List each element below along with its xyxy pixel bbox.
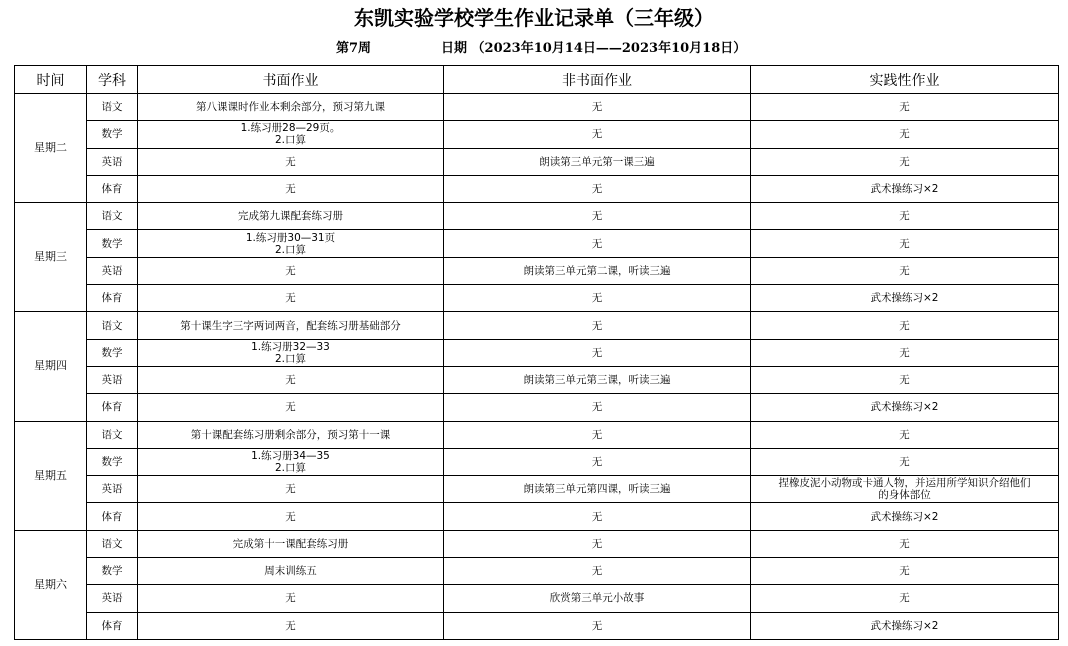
written-cell bbox=[138, 175, 444, 202]
subject-cell: 数学 bbox=[87, 558, 138, 585]
non-written-cell: 无 bbox=[444, 94, 751, 121]
day-cell: 星期二 bbox=[15, 94, 87, 203]
written-cell-line: 第八课课时作业本剩余部分，预习第九课 bbox=[196, 101, 385, 114]
practice-cell bbox=[751, 530, 1059, 557]
subject-cell: 数学 bbox=[87, 448, 138, 475]
non-written-cell: 无 bbox=[444, 612, 751, 639]
practice-cell bbox=[751, 312, 1059, 339]
written-cell-line: 2.口算 bbox=[274, 352, 307, 365]
non-written-cell: 朗读第三单元第四课，听读三遍 bbox=[444, 476, 751, 503]
practice-cell bbox=[751, 148, 1059, 175]
written-cell bbox=[138, 585, 444, 612]
written-cell bbox=[138, 312, 444, 339]
subject-cell: 英语 bbox=[87, 257, 138, 284]
practice-cell bbox=[751, 558, 1059, 585]
practice-cell-line: 无 bbox=[899, 374, 910, 387]
non-written-cell: 朗读第三单元第三课，听读三遍 bbox=[444, 366, 751, 393]
practice-cell bbox=[751, 121, 1059, 148]
table-row bbox=[15, 257, 1059, 284]
table-row bbox=[15, 394, 1059, 421]
written-cell bbox=[138, 203, 444, 230]
written-cell-line: 无 bbox=[285, 264, 296, 277]
written-cell-line: 无 bbox=[285, 155, 296, 168]
written-cell-line: 1.练习册28—29页。 bbox=[240, 122, 341, 135]
subject-cell: 语文 bbox=[87, 203, 138, 230]
practice-cell-line: 无 bbox=[899, 155, 910, 168]
written-cell-line: 第十课生字三字两词两音，配套练习册基础部分 bbox=[180, 319, 401, 332]
non-written-cell: 无 bbox=[444, 121, 751, 148]
table-row bbox=[15, 175, 1059, 202]
written-cell-line: 无 bbox=[285, 292, 296, 305]
practice-cell-line: 捏橡皮泥小动物或卡通人物，并运用所学知识介绍他们 bbox=[778, 477, 1031, 490]
written-cell-line: 无 bbox=[285, 510, 296, 523]
non-written-cell: 无 bbox=[444, 558, 751, 585]
subject-cell: 语文 bbox=[87, 421, 138, 448]
written-cell bbox=[138, 339, 444, 366]
written-cell bbox=[138, 530, 444, 557]
table-row bbox=[15, 421, 1059, 448]
header-subject: 学科 bbox=[87, 66, 138, 94]
table-row bbox=[15, 530, 1059, 557]
written-cell bbox=[138, 476, 444, 503]
date-range: 日期 （2023年10月14日——2023年10月18日） bbox=[441, 41, 747, 56]
written-cell-line: 2.口算 bbox=[274, 134, 307, 147]
practice-cell-line: 无 bbox=[899, 128, 910, 141]
practice-cell-line: 无 bbox=[899, 319, 910, 332]
practice-cell-line: 无 bbox=[899, 237, 910, 250]
day-cell: 星期五 bbox=[15, 421, 87, 530]
practice-cell-line: 无 bbox=[899, 264, 910, 277]
written-cell bbox=[138, 558, 444, 585]
non-written-cell: 无 bbox=[444, 448, 751, 475]
week-label: 第7周 bbox=[336, 41, 372, 56]
table-row bbox=[15, 203, 1059, 230]
practice-cell-line: 的身体部位 bbox=[878, 489, 931, 502]
non-written-cell: 无 bbox=[444, 203, 751, 230]
table-row bbox=[15, 285, 1059, 312]
subject-cell: 体育 bbox=[87, 285, 138, 312]
subject-cell: 语文 bbox=[87, 312, 138, 339]
written-cell bbox=[138, 503, 444, 530]
written-cell-line: 1.练习册30—31页 bbox=[245, 231, 336, 244]
written-cell-line: 第十课配套练习册剩余部分，预习第十一课 bbox=[190, 428, 391, 441]
table-row bbox=[15, 585, 1059, 612]
written-cell bbox=[138, 121, 444, 148]
header-non-written: 非书面作业 bbox=[444, 66, 751, 94]
practice-cell-line: 无 bbox=[899, 428, 910, 441]
practice-cell bbox=[751, 285, 1059, 312]
non-written-cell: 朗读第三单元第二课，听读三遍 bbox=[444, 257, 751, 284]
day-cell: 星期三 bbox=[15, 203, 87, 312]
table-row bbox=[15, 503, 1059, 530]
written-cell bbox=[138, 394, 444, 421]
practice-cell bbox=[751, 476, 1059, 503]
page-title: 东凯实验学校学生作业记录单（三年级） bbox=[354, 6, 714, 30]
practice-cell-line: 无 bbox=[899, 537, 910, 550]
subject-cell: 数学 bbox=[87, 121, 138, 148]
subject-cell: 体育 bbox=[87, 394, 138, 421]
table-row bbox=[15, 148, 1059, 175]
written-cell bbox=[138, 94, 444, 121]
practice-cell bbox=[751, 503, 1059, 530]
written-cell-line: 2.口算 bbox=[274, 462, 307, 474]
table-body bbox=[15, 94, 1059, 640]
header-time: 时间 bbox=[15, 66, 87, 94]
non-written-cell: 无 bbox=[444, 530, 751, 557]
table-row bbox=[15, 476, 1059, 503]
practice-cell-line: 无 bbox=[899, 565, 910, 578]
practice-cell bbox=[751, 94, 1059, 121]
subject-cell: 体育 bbox=[87, 503, 138, 530]
table-row bbox=[15, 366, 1059, 393]
written-cell bbox=[138, 230, 444, 257]
practice-cell bbox=[751, 448, 1059, 475]
written-cell bbox=[138, 257, 444, 284]
non-written-cell: 朗读第三单元第一课三遍 bbox=[444, 148, 751, 175]
practice-cell-line: 无 bbox=[899, 101, 910, 114]
practice-cell-line: 武术操练习×2 bbox=[870, 510, 939, 523]
table-row bbox=[15, 121, 1059, 148]
practice-cell-line: 武术操练习×2 bbox=[870, 183, 939, 196]
written-cell-line: 2.口算 bbox=[274, 243, 307, 256]
day-cell: 星期四 bbox=[15, 312, 87, 421]
header-practice: 实践性作业 bbox=[751, 66, 1059, 94]
practice-cell bbox=[751, 394, 1059, 421]
practice-cell-line: 无 bbox=[899, 456, 910, 468]
practice-cell-line: 无 bbox=[899, 346, 910, 359]
practice-cell bbox=[751, 175, 1059, 202]
practice-cell-line: 无 bbox=[899, 210, 910, 223]
written-cell-line: 完成第九课配套练习册 bbox=[238, 210, 343, 223]
practice-cell-line: 武术操练习×2 bbox=[870, 292, 939, 305]
subject-cell: 英语 bbox=[87, 148, 138, 175]
subject-cell: 数学 bbox=[87, 339, 138, 366]
practice-cell bbox=[751, 257, 1059, 284]
non-written-cell: 无 bbox=[444, 285, 751, 312]
practice-cell bbox=[751, 339, 1059, 366]
written-cell bbox=[138, 285, 444, 312]
subject-cell: 语文 bbox=[87, 94, 138, 121]
header-row bbox=[15, 66, 1059, 94]
subject-cell: 体育 bbox=[87, 175, 138, 202]
table-row bbox=[15, 448, 1059, 475]
non-written-cell: 无 bbox=[444, 503, 751, 530]
practice-cell-line: 武术操练习×2 bbox=[870, 401, 939, 414]
subject-cell: 英语 bbox=[87, 585, 138, 612]
day-cell: 星期六 bbox=[15, 530, 87, 639]
subject-cell: 体育 bbox=[87, 612, 138, 639]
written-cell-line: 无 bbox=[285, 183, 296, 196]
non-written-cell: 无 bbox=[444, 421, 751, 448]
practice-cell-line: 无 bbox=[899, 592, 910, 605]
non-written-cell: 无 bbox=[444, 230, 751, 257]
table-row bbox=[15, 558, 1059, 585]
practice-cell bbox=[751, 203, 1059, 230]
practice-cell bbox=[751, 366, 1059, 393]
header-written: 书面作业 bbox=[138, 66, 444, 94]
non-written-cell: 无 bbox=[444, 339, 751, 366]
written-cell-line: 无 bbox=[285, 619, 296, 632]
written-cell-line: 无 bbox=[285, 592, 296, 605]
written-cell bbox=[138, 366, 444, 393]
subject-cell: 英语 bbox=[87, 476, 138, 503]
non-written-cell: 无 bbox=[444, 312, 751, 339]
table-row bbox=[15, 612, 1059, 639]
subject-cell: 英语 bbox=[87, 366, 138, 393]
written-cell bbox=[138, 421, 444, 448]
non-written-cell: 无 bbox=[444, 394, 751, 421]
written-cell-line: 完成第十一课配套练习册 bbox=[232, 537, 349, 550]
written-cell bbox=[138, 148, 444, 175]
written-cell-line: 周末训练五 bbox=[264, 565, 317, 578]
non-written-cell: 无 bbox=[444, 175, 751, 202]
written-cell-line: 无 bbox=[285, 374, 296, 387]
table-row bbox=[15, 312, 1059, 339]
practice-cell-line: 武术操练习×2 bbox=[870, 619, 939, 632]
homework-table bbox=[14, 65, 1059, 640]
practice-cell bbox=[751, 612, 1059, 639]
practice-cell bbox=[751, 230, 1059, 257]
practice-cell bbox=[751, 421, 1059, 448]
subject-cell: 语文 bbox=[87, 530, 138, 557]
practice-cell bbox=[751, 585, 1059, 612]
written-cell-line: 无 bbox=[285, 401, 296, 414]
table-row bbox=[15, 339, 1059, 366]
non-written-cell: 欣赏第三单元小故事 bbox=[444, 585, 751, 612]
written-cell-line: 无 bbox=[285, 483, 296, 496]
written-cell-line: 1.练习册32—33 bbox=[251, 340, 330, 353]
written-cell-line: 1.练习册34—35 bbox=[251, 450, 330, 462]
subject-cell: 数学 bbox=[87, 230, 138, 257]
written-cell bbox=[138, 612, 444, 639]
written-cell bbox=[138, 448, 444, 475]
table-row bbox=[15, 94, 1059, 121]
table-row bbox=[15, 230, 1059, 257]
